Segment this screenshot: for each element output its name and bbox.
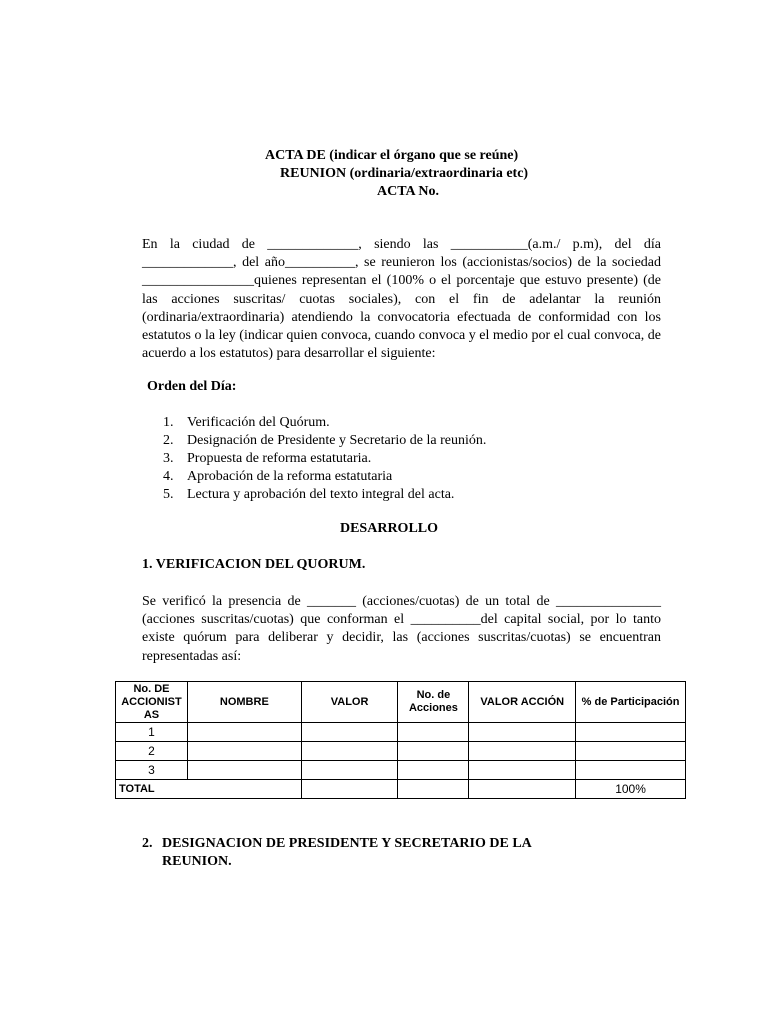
list-item-text: Aprobación de la reforma estatutaria bbox=[187, 469, 393, 484]
cell-valor-accion[interactable] bbox=[469, 761, 576, 780]
header-text: ACCIONIST bbox=[121, 695, 182, 708]
section-2-heading bbox=[142, 835, 662, 871]
cell-participacion[interactable] bbox=[576, 761, 686, 780]
list-item-number: 4. bbox=[163, 469, 174, 484]
list-item-number: 1. bbox=[163, 415, 174, 430]
cell-no-acciones[interactable] bbox=[398, 742, 469, 761]
header-valor: VALOR bbox=[301, 682, 398, 723]
orden-del-dia-list bbox=[163, 414, 486, 504]
row-number: 3 bbox=[116, 761, 188, 780]
orden-del-dia-title: Orden del Día: bbox=[147, 379, 237, 394]
cell-valor-accion[interactable] bbox=[469, 742, 576, 761]
list-item bbox=[163, 468, 486, 486]
header-no-acciones bbox=[398, 682, 469, 723]
section-2-number: 2. bbox=[142, 836, 153, 851]
cell-nombre[interactable] bbox=[187, 723, 301, 742]
header-valor-accion: VALOR ACCIÓN bbox=[469, 682, 576, 723]
table-row bbox=[116, 761, 686, 780]
header-text: No. DE bbox=[133, 682, 170, 695]
section-2-title-line2: REUNION. bbox=[162, 854, 232, 869]
list-item bbox=[163, 432, 486, 450]
header-participacion: % de Participación bbox=[576, 682, 686, 723]
section-1-heading: 1. VERIFICACION DEL QUORUM. bbox=[142, 557, 366, 572]
accionistas-table bbox=[115, 681, 686, 799]
cell-no-acciones[interactable] bbox=[398, 780, 469, 799]
header-text: AS bbox=[143, 708, 160, 721]
header-no-accionistas bbox=[116, 682, 188, 723]
list-item-number: 2. bbox=[163, 433, 174, 448]
list-item-text: Verificación del Quórum. bbox=[187, 415, 330, 430]
cell-no-acciones[interactable] bbox=[398, 723, 469, 742]
total-percentage: 100% bbox=[576, 780, 686, 799]
cell-valor[interactable] bbox=[301, 742, 398, 761]
header-text: No. de bbox=[416, 689, 451, 701]
reunion-type: REUNION (ordinaria/extraordinaria etc) bbox=[280, 166, 529, 181]
header-nombre: NOMBRE bbox=[187, 682, 301, 723]
cell-valor-accion[interactable] bbox=[469, 723, 576, 742]
list-item-text: Propuesta de reforma estatutaria. bbox=[187, 451, 372, 466]
cell-participacion[interactable] bbox=[576, 742, 686, 761]
cell-no-acciones[interactable] bbox=[398, 761, 469, 780]
cell-nombre[interactable] bbox=[187, 742, 301, 761]
row-number: 1 bbox=[116, 723, 188, 742]
cell-valor[interactable] bbox=[301, 761, 398, 780]
header-text: Acciones bbox=[408, 702, 458, 714]
list-item-text: Lectura y aprobación del texto integral del acta. bbox=[187, 487, 455, 502]
section-2-title-line1: DESIGNACION DE PRESIDENTE Y SECRETARIO DE LA bbox=[162, 836, 532, 851]
cell-valor[interactable] bbox=[301, 780, 398, 799]
acta-title: ACTA DE (indicar el órgano que se reúne) bbox=[265, 148, 519, 163]
cell-participacion[interactable] bbox=[576, 723, 686, 742]
table-total-row bbox=[116, 780, 686, 799]
list-item-text: Designación de Presidente y Secretario de la reunión. bbox=[187, 433, 487, 448]
cell-valor[interactable] bbox=[301, 723, 398, 742]
total-label: TOTAL bbox=[116, 780, 302, 799]
table-row bbox=[116, 742, 686, 761]
table-header-row bbox=[116, 682, 686, 723]
row-number: 2 bbox=[116, 742, 188, 761]
cell-nombre[interactable] bbox=[187, 761, 301, 780]
acta-number: ACTA No. bbox=[377, 184, 439, 199]
table-row bbox=[116, 723, 686, 742]
list-item bbox=[163, 450, 486, 468]
list-item bbox=[163, 414, 486, 432]
document-header bbox=[0, 147, 768, 201]
list-item-number: 3. bbox=[163, 451, 174, 466]
list-item-number: 5. bbox=[163, 487, 174, 502]
intro-paragraph: En la ciudad de _____________, siendo las ___________(a.m./ p.m), del día _____________, del año__________, se reunieron los (accionistas/socios) de la sociedad ________________quienes representan el (100% o el porcentaje que estuvo presente) (de las acciones suscritas/ cuotas sociales), con el fin de adelantar la reunión (ordinaria/extraordinaria) atendiendo la convocatoria efectuada de conformidad con los estatutos o la ley (indicar quien convoca, cuando convoca y el medio por el cual convoca, de acuerdo a los estatutos) para desarrollar el siguiente: bbox=[142, 237, 661, 362]
section-1-paragraph: Se verificó la presencia de _______ (acciones/cuotas) de un total de _______________ (acciones suscritas/cuotas) que conforman el __________del capital social, por lo tanto existe quórum para deliberar y decidir, las (acciones suscritas/cuotas) se encuentran representadas así: bbox=[142, 594, 661, 664]
desarrollo-heading: DESARROLLO bbox=[339, 521, 439, 536]
list-item bbox=[163, 486, 486, 504]
cell-valor-accion[interactable] bbox=[469, 780, 576, 799]
